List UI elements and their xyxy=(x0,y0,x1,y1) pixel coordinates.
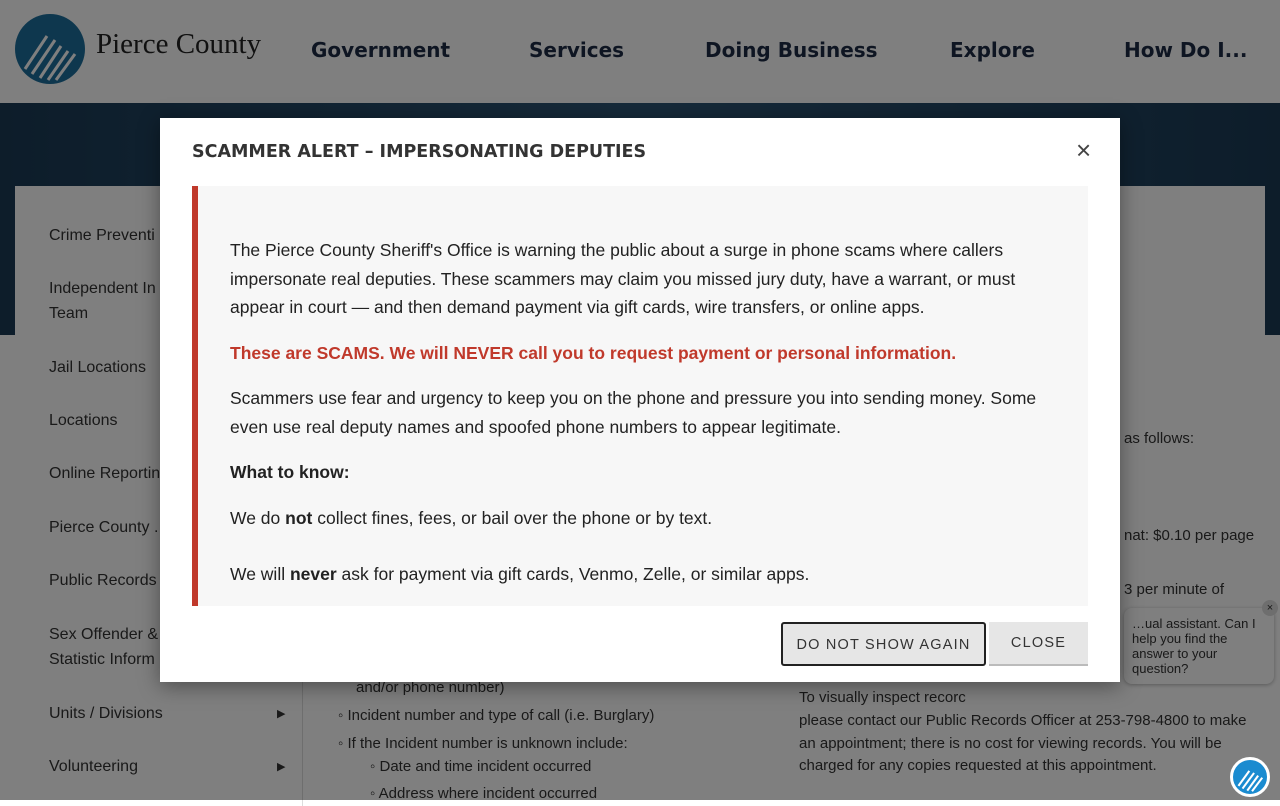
scammer-alert-modal xyxy=(160,118,1120,682)
text: collect fines, fees, or bail over the phone or by text. xyxy=(312,507,713,528)
close-button[interactable]: CLOSE xyxy=(989,622,1088,666)
alert-bullet xyxy=(230,504,1056,533)
text: We will xyxy=(230,564,290,584)
text: ask for payment via gift cards, Venmo, Zelle, or similar apps. xyxy=(336,564,810,584)
scam-warning: These are SCAMS. We will NEVER call you to request payment or personal information. xyxy=(230,342,957,363)
what-to-know-heading: What to know: xyxy=(230,462,350,482)
modal-title: SCAMMER ALERT – IMPERSONATING DEPUTIES xyxy=(192,142,647,162)
close-icon[interactable]: × xyxy=(1076,135,1092,165)
alert-body xyxy=(192,186,1088,606)
alert-paragraph: The Pierce County Sheriff's Office is warning the public about a surge in phone scams where callers impersonate real deputies. These scammers may claim you missed jury duty, have a warrant, or must appear in court — and then demand payment via gift cards, wire transfers, or online apps. xyxy=(230,240,1016,317)
alert-bullet xyxy=(230,560,1056,589)
alert-paragraph: Scammers use fear and urgency to keep you on the phone and pressure you into sending money. Some even use real deputy names and spoofed phone numbers to appear legitimate. xyxy=(230,388,1037,437)
text: We do xyxy=(230,507,286,528)
emphasis: never xyxy=(289,564,337,584)
chat-launcher-button[interactable] xyxy=(1230,757,1270,797)
do-not-show-again-button[interactable]: DO NOT SHOW AGAIN xyxy=(781,622,986,666)
emphasis: not xyxy=(285,507,313,528)
